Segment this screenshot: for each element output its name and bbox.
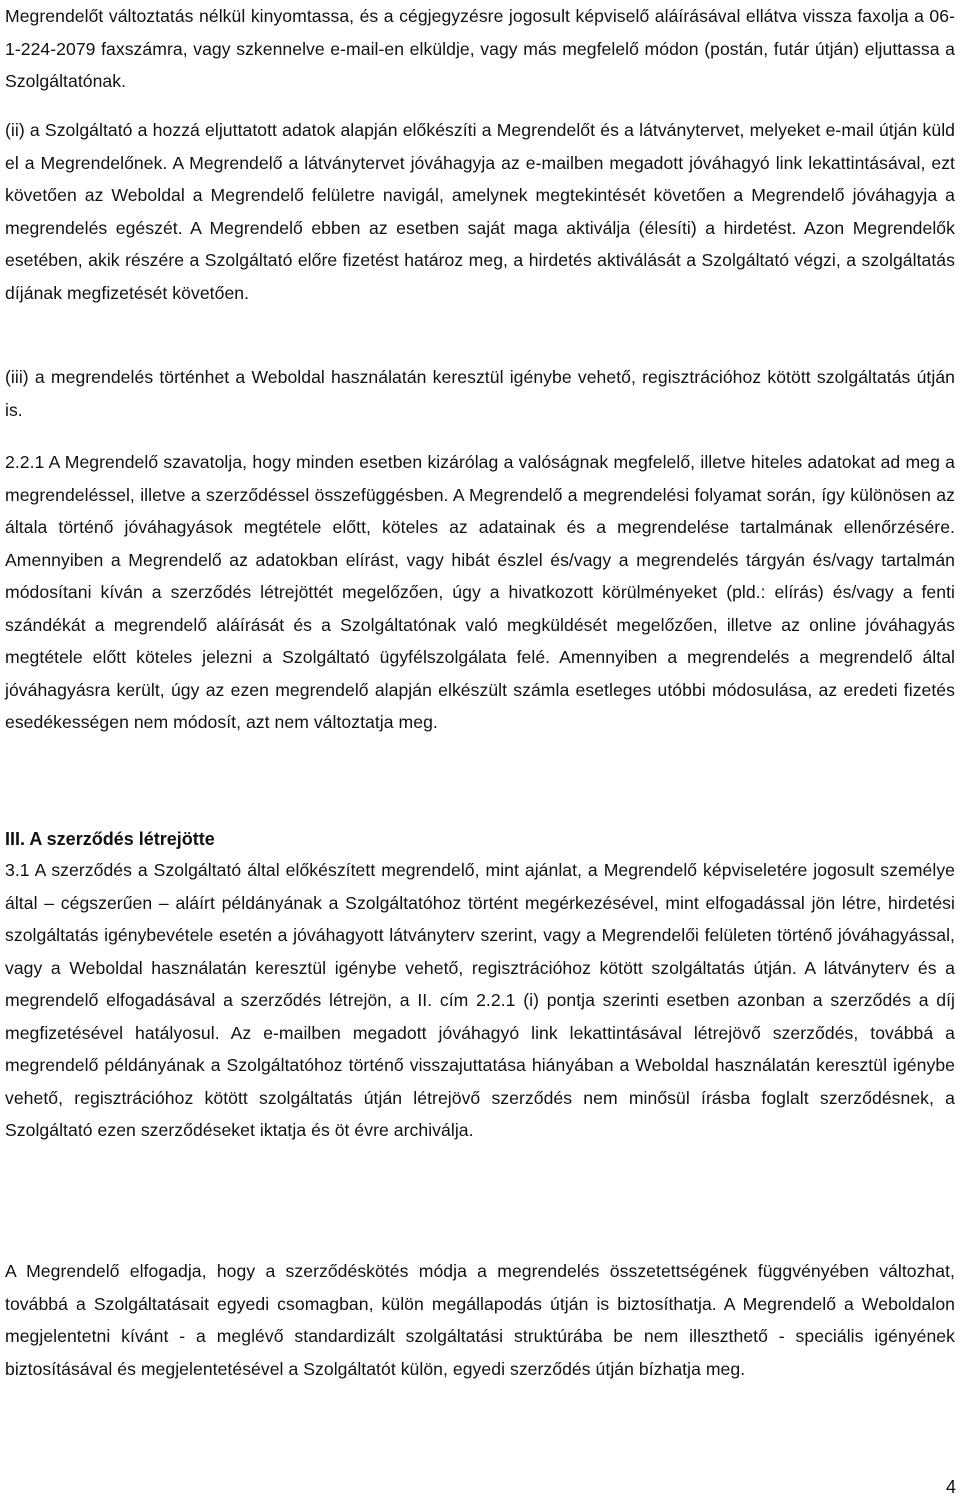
paragraph-2-2-1-warranty: 2.2.1 A Megrendelő szavatolja, hogy minden esetben kizárólag a valóságnak megfelelő, illetve hiteles adatokat ad meg a megrendeléssel, illetve a szerződéssel összefüggésben. A Megrendelő a megrendelési folyamat során, így különösen az általa történő jóváhagyások megtétele előtt, köteles az adatainak és a megrendelése tartalmának ellenőrzésére. Amennyiben a Megrendelő az adatokban elírást, vagy hibát észlel és/vagy a megrendelés tárgyán és/vagy tartalmán módosítani kíván a szerződés létrejöttét megelőzően, úgy a hivatkozott körülményeket (pld.: elírás) és/vagy a fenti szándékát a megrendelő aláírását és a Szolgáltatónak való megküldését megelőzően, illetve az online jóváhagyás megtétele előtt köteles jelezni a Szolgáltató ügyfélszolgálata felé. Amennyiben a megrendelés a megrendelő által jóváhagyásra került, úgy az ezen megrendelő alapján elkészült számla esetleges utóbbi módosulása, az eredeti fizetés esedékességen nem módosít, azt nem változtatja meg. <box>5 452 955 732</box>
paragraph-fax-instructions: Megrendelőt változtatás nélkül kinyomtassa, és a cégjegyzésre jogosult képviselő aláírásával ellátva vissza faxolja a 06-1-224-2079 faxszámra, vagy szkennelve e-mail-en elküldje, vagy más megfelelő módon (postán, futár útján) eljuttassa a Szolgáltatónak. <box>5 6 955 91</box>
paragraph-ii-visual-plan: (ii) a Szolgáltató a hozzá eljuttatott adatok alapján előkészíti a Megrendelőt és a látványtervet, melyeket e-mail útján küld el a Megrendelőnek. A Megrendelő a látványtervet jóváhagyja az e-mailben megadott jóváhagyó link lekattintásával, ezt követően az Weboldal a Megrendelő felületre navigál, amelynek megtekintését követően a Megrendelő jóváhagyja a megrendelés egészét. A Megrendelő ebben az esetben saját maga aktiválja (élesíti) a hirdetést. Azon Megrendelők esetében, akik részére a Szolgáltató előre fizetést határoz meg, a hirdetés aktiválását a Szolgáltató végzi, a szolgáltatás díjának megfizetését követően. <box>5 120 955 303</box>
paragraph-3-1-contract: 3.1 A szerződés a Szolgáltató által előkészített megrendelő, mint ajánlat, a Megrendelő képviseletére jogosult személye által – cégszerűen – aláírt példányának a Szolgáltatóhoz történt megérkezésével, mint elfogadással jön létre, hirdetési szolgáltatás igénybevétele esetén a jóváhagyott látványterv szerint, vagy a Megrendelői felületen történő jóváhagyással, vagy a Weboldal használatán keresztül igénybe vehető, regisztrációhoz kötött szolgáltatás útján. A látványterv és a megrendelő elfogadásával a szerződés létrejön, a II. cím 2.2.1 (i) pontja szerinti esetben azonban a szerződés a díj megfizetésével hatályosul. Az e-mailben megadott jóváhagyó link lekattintásával létrejövő szerződés, továbbá a megrendelő példányának a Szolgáltatóhoz történő visszajuttatása hiányában a Weboldal használatán keresztül igénybe vehető, regisztrációhoz kötött szolgáltatás útján létrejövő szerződés nem minősül írásba foglalt szerződésnek, a Szolgáltató ezen szerződéseket iktatja és öt évre archiválja. <box>5 860 955 1140</box>
section-heading-contract-formation: III. A szerződés létrejötte <box>5 829 215 849</box>
page-number: 4 <box>945 1477 956 1497</box>
paragraph-iii-website-order: (iii) a megrendelés történhet a Weboldal használatán keresztül igénybe vehető, regisztrációhoz kötött szolgáltatás útján is. <box>5 367 955 420</box>
paragraph-contract-method: A Megrendelő elfogadja, hogy a szerződéskötés módja a megrendelés összetettségének függvényében változhat, továbbá a Szolgáltatásait egyedi csomagban, külön megállapodás útján is biztosíthatja. A Megrendelő a Weboldalon megjelentetni kívánt - a meglévő standardizált szolgáltatási struktúrába be nem illeszthető - speciális igényének biztosításával és megjelentetésével a Szolgáltatót külön, egyedi szerződés útján bízhatja meg. <box>5 1261 955 1379</box>
